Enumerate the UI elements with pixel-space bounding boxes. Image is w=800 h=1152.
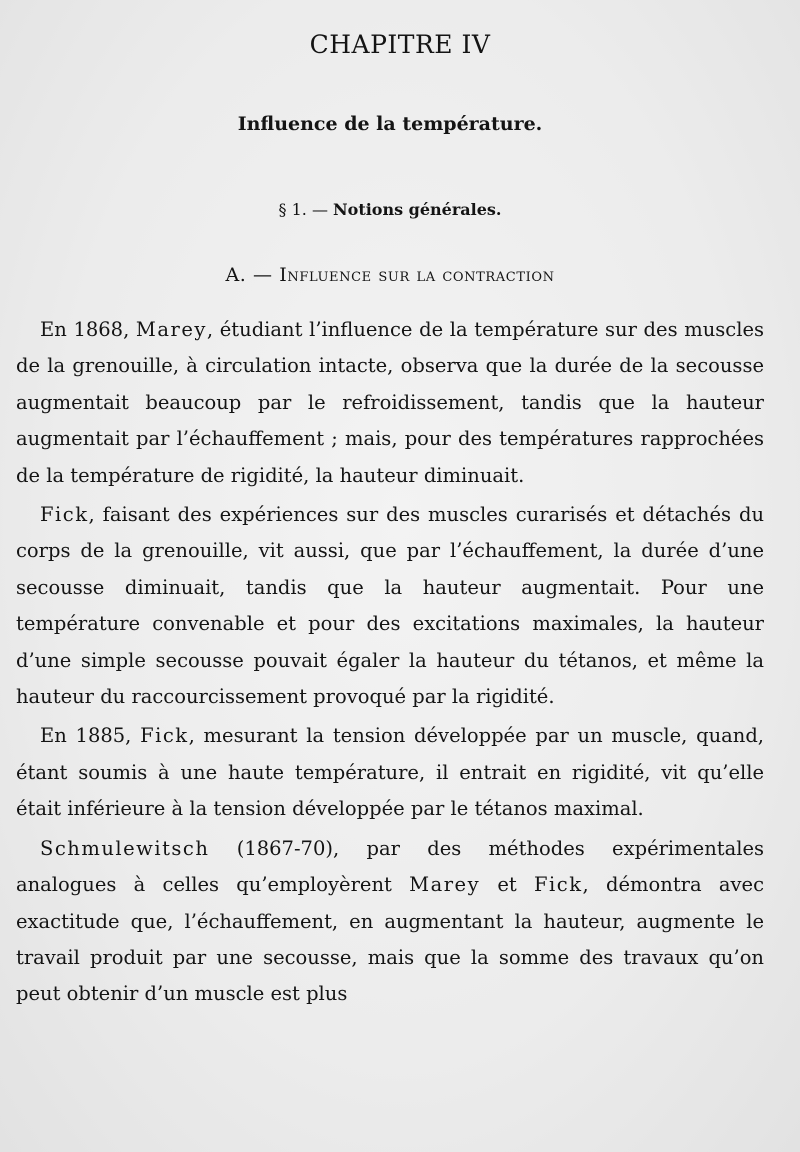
chapter-heading: CHAPITRE IV	[309, 30, 491, 59]
subsection-heading	[0, 200, 780, 219]
paragraph	[16, 497, 764, 715]
author-name: Schmulewitsch	[40, 836, 210, 860]
paragraph-text: En 1885,	[40, 724, 141, 748]
paragraph-text: et	[480, 873, 535, 897]
paragraph-text: (1867-70), par des méthodes expérimentales analogues à celles qu’employèrent	[16, 836, 764, 897]
paragraph-text: , faisant des expériences sur des muscles curarisés et détachés du corps de la grenouille, vit aussi, que par l’échauffement, la durée d’une secousse diminuait, tandis que la hauteur augmentait. Pour une température convenable et pour des excitations maximales, la hauteur d’une simple secousse pouvait égaler la hauteur du tétanos, et même la hauteur du raccourcissement provoqué par la rigidité.	[16, 503, 764, 709]
subsection-number: § 1. —	[278, 200, 328, 219]
author-name: Fick	[40, 503, 89, 527]
paragraph	[16, 831, 764, 1013]
subsection-title: Notions générales.	[333, 200, 502, 219]
paragraph-text: , démontra avec exactitude que, l’échauffement, en augmentant la hauteur, augmente le travail produit par une secousse, mais que la somme des travaux qu’on peut obtenir d’un muscle est plus	[16, 873, 764, 1006]
author-name: Fick	[534, 873, 583, 897]
author-name: Marey	[409, 873, 481, 897]
paragraph-text: , étudiant l’influence de la température sur des muscles de la grenouille, à circulation intacte, observa que la durée de la secousse augmentait beaucoup par le refroidissement, tandis que la hauteur augmentait par l’échauffement ; mais, pour des températures rapprochées de la température de rigidité, la hauteur diminuait.	[16, 318, 764, 487]
paragraph	[16, 718, 764, 827]
paragraph	[16, 312, 764, 494]
paragraph-text: , mesurant la tension développée par un muscle, quand, étant soumis à une haute température, il entrait en rigidité, vit qu’elle était inférieure à la tension développée par le tétanos maximal.	[16, 724, 764, 821]
author-name: Fick	[140, 724, 189, 748]
paragraph-text: En 1868,	[40, 318, 136, 341]
heading-a: A. — Influence sur la contraction	[225, 264, 555, 286]
author-name: Marey	[135, 318, 207, 341]
section-title: Influence de la température.	[237, 113, 543, 135]
body-text	[16, 312, 764, 1016]
